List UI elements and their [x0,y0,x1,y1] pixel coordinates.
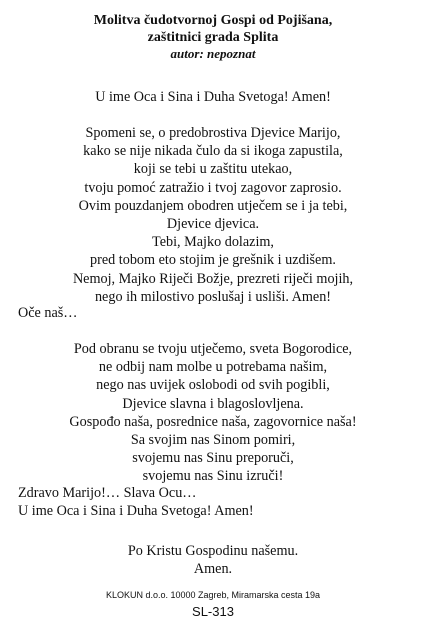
prayer-line: pred tobom eto stojim je grešnik i uzdišem. [90,252,336,269]
prayer-line: Tebi, Majko dolazim, [152,234,274,251]
title-line: zaštitnici grada Splita [147,30,279,45]
closing-line: U ime Oca i Sina i Duha Svetoga! Amen! [18,503,254,520]
opening-invocation [0,88,426,106]
author-line: autor: nepoznat [170,46,256,61]
prayer-line: svojemu nas Sinu izruči! [142,468,284,485]
prayer-line: kako se nije nikada čulo da si ikoga zapustila, [83,143,343,160]
prayer-line: Gospođo naša, posrednice naša, zagovornice naša! [69,413,357,430]
prayer-line: Pod obranu se tvoju utječemo, sveta Bogorodice, [73,341,353,357]
publisher-info: KLOKUN d.o.o. 10000 Zagreb, Miramarska cesta 19a [105,590,321,600]
closing-line: Zdravo Marijo!… Slava Ocu… [18,485,197,501]
product-code: SL-313 [192,604,234,619]
prayer-line: nego ih milostivo poslušaj i usliši. Amen! [94,288,332,305]
prayer-title [0,12,426,46]
prayer-line: svojemu nas Sinu preporuči, [132,450,294,467]
prayer-line: Spomeni se, o predobrostiva Djevice Marijo, [85,125,341,141]
prayer-memorare [0,124,426,306]
our-father-text: Oče naš… [18,305,78,321]
prayer-sub-tuum [0,340,426,486]
final-doxology [0,542,426,578]
prayer-line: tvoju pomoć zatražio i tvoj zagovor zaprosio. [84,179,342,196]
our-father-line [18,304,418,322]
prayer-line: Sa svojim nas Sinom pomiri, [130,432,296,449]
opening-line: U ime Oca i Sina i Duha Svetoga! Amen! [95,89,331,105]
prayer-line: Djevice slavna i blagoslovljena. [122,395,304,412]
prayer-line: koji se tebi u zaštitu utekao, [133,161,293,178]
prayer-line: Ovim pouzdanjem obodren utječem se i ja tebi, [78,197,348,214]
final-line: Amen. [193,561,233,578]
closing-prayers [18,484,418,520]
prayer-line: Nemoj, Majko Riječi Božje, prezreti riječi mojih, [72,270,354,287]
prayer-line: ne odbij nam molbe u potrebama našim, [98,359,328,376]
prayer-line: Djevice djevica. [166,216,260,233]
title-line: Molitva čudotvornoj Gospi od Pojišana, [93,13,333,28]
final-line: Po Kristu Gospodinu našemu. [127,543,299,559]
prayer-line: nego nas uvijek oslobodi od svih pogibli, [96,377,330,394]
